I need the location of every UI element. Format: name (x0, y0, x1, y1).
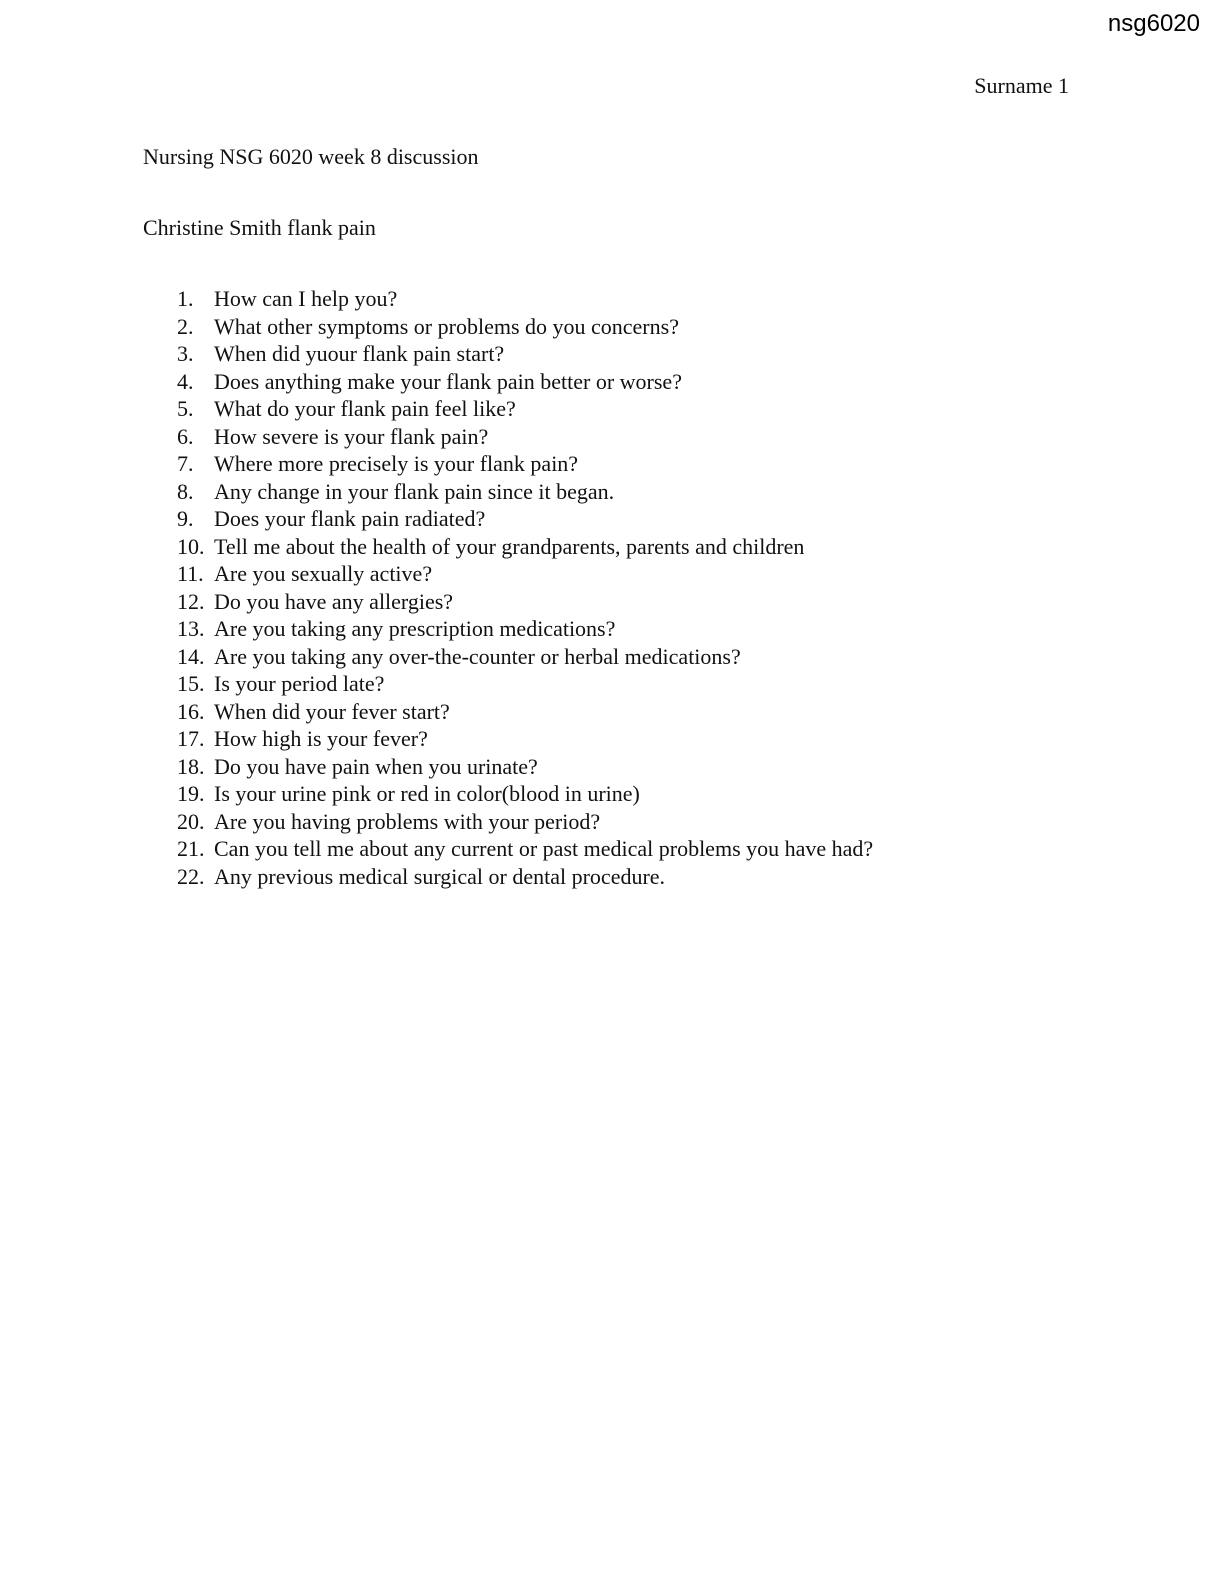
question-item (177, 285, 873, 313)
question-item (177, 698, 873, 726)
question-item (177, 863, 873, 891)
case-title: Christine Smith flank pain (143, 215, 376, 240)
question-item (177, 670, 873, 698)
question-number: 18. (177, 753, 205, 779)
question-text: When did your fever start? (214, 698, 450, 724)
question-item (177, 505, 873, 533)
question-number: 22. (177, 863, 205, 889)
question-item (177, 423, 873, 451)
question-item (177, 780, 873, 808)
question-text: Are you having problems with your period? (214, 808, 601, 834)
question-text: Are you taking any prescription medications? (214, 616, 616, 641)
question-item (177, 450, 873, 478)
question-text: Is your urine pink or red in color(blood in urine) (214, 781, 640, 806)
question-text: Tell me about the health of your grandparents, parents and children (214, 533, 805, 559)
running-header-surname: Surname 1 (974, 73, 1069, 98)
question-list (177, 285, 873, 890)
question-text: Do you have pain when you urinate? (214, 753, 538, 779)
question-item (177, 588, 873, 616)
question-item (177, 725, 873, 753)
question-number: 8. (177, 478, 194, 504)
question-number: 17. (177, 726, 205, 751)
question-number: 11. (177, 561, 204, 586)
question-number: 2. (177, 313, 194, 339)
question-item (177, 560, 873, 588)
question-number: 10. (177, 533, 205, 559)
question-text: Do you have any allergies? (214, 588, 454, 614)
question-number: 15. (177, 671, 205, 696)
question-text: Are you sexually active? (214, 561, 433, 586)
question-number: 16. (177, 698, 205, 724)
question-number: 14. (177, 643, 205, 669)
question-text: Does your flank pain radiated? (214, 506, 486, 531)
document-title: Nursing NSG 6020 week 8 discussion (143, 144, 479, 169)
question-number: 1. (177, 286, 194, 311)
question-item (177, 478, 873, 506)
question-item (177, 313, 873, 341)
question-item (177, 753, 873, 781)
question-number: 21. (177, 836, 205, 861)
question-text: When did yuour flank pain start? (214, 341, 505, 366)
question-text: Is your period late? (214, 671, 385, 696)
question-item (177, 340, 873, 368)
question-number: 13. (177, 616, 205, 641)
question-text: Any change in your flank pain since it began. (214, 478, 615, 504)
question-number: 3. (177, 341, 194, 366)
question-text: What do your flank pain feel like? (214, 396, 516, 421)
question-number: 19. (177, 781, 205, 806)
question-text: Are you taking any over-the-counter or herbal medications? (214, 643, 741, 669)
corner-course-label: nsg6020 (1107, 10, 1200, 37)
question-number: 4. (177, 368, 194, 394)
question-text: Where more precisely is your flank pain? (214, 451, 579, 476)
question-number: 20. (177, 808, 205, 834)
question-text: How can I help you? (214, 286, 398, 311)
question-number: 12. (177, 588, 205, 614)
question-text: Any previous medical surgical or dental procedure. (214, 863, 666, 889)
question-number: 6. (177, 423, 194, 449)
question-item (177, 368, 873, 396)
question-item (177, 615, 873, 643)
question-text: What other symptoms or problems do you concerns? (214, 313, 679, 339)
question-number: 5. (177, 396, 194, 421)
question-item (177, 533, 873, 561)
question-number: 9. (177, 506, 194, 531)
question-text: How severe is your flank pain? (214, 423, 489, 449)
question-text: Can you tell me about any current or past medical problems you have had? (214, 836, 874, 861)
question-item (177, 835, 873, 863)
question-item (177, 395, 873, 423)
question-item (177, 643, 873, 671)
question-text: How high is your fever? (214, 726, 428, 751)
question-text: Does anything make your flank pain better or worse? (214, 368, 682, 394)
question-item (177, 808, 873, 836)
question-number: 7. (177, 451, 194, 476)
